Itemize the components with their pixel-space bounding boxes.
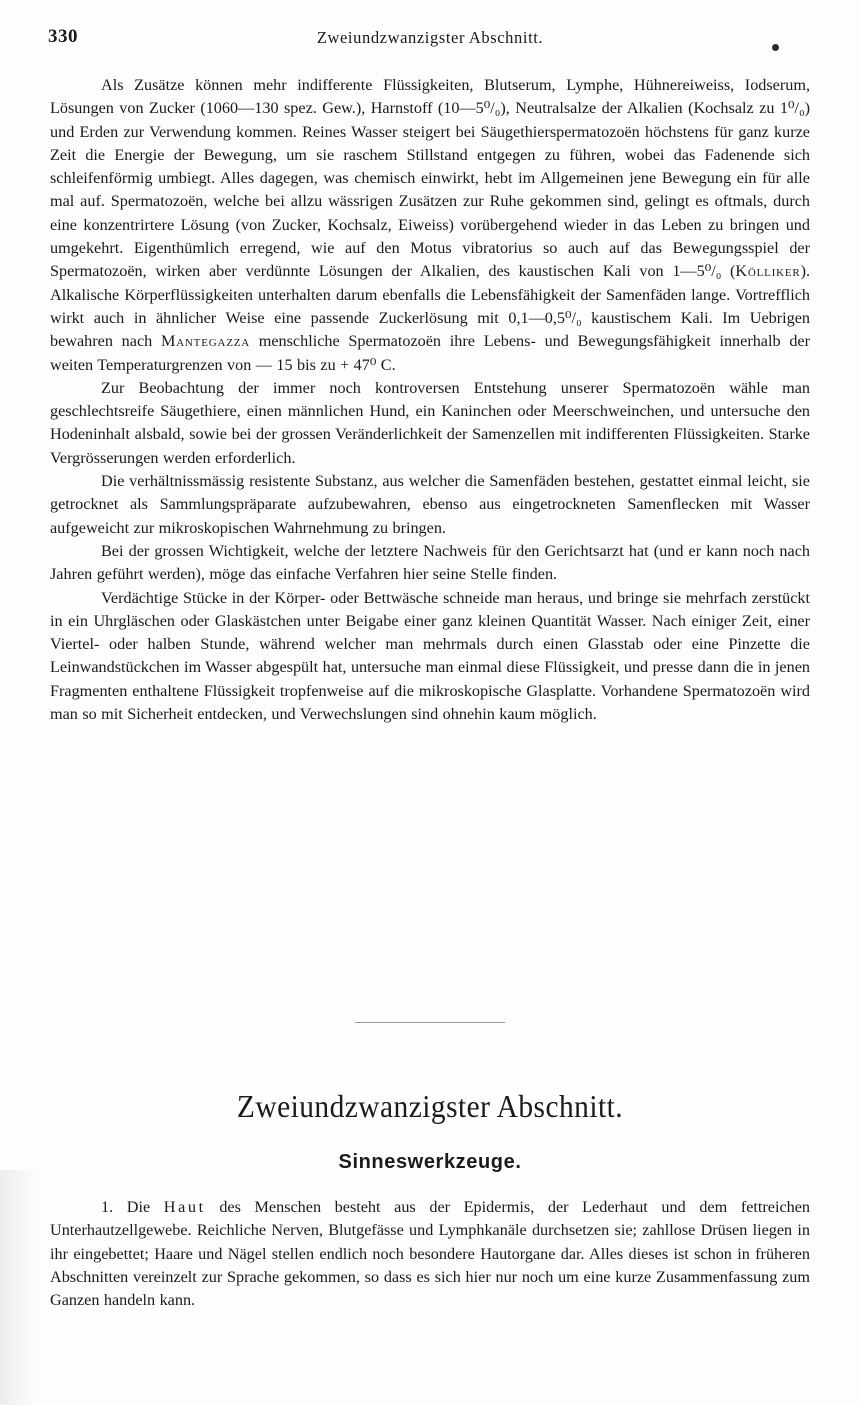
section-title: Sinneswerkzeuge. — [338, 1151, 522, 1173]
keyword-haut: Haut — [163, 1198, 206, 1216]
chapter-title: Zweiundzwanzigster Abschnitt. — [236, 1088, 624, 1124]
paragraph-forensic: Bei der grossen Wichtigkeit, welche der letztere Nachweis für den Gerichtsarzt hat (und er kann noch nach Jahren geführt werden), möge das einfache Verfahren hier seine Stelle finden. — [50, 541, 810, 584]
paragraph-procedure: Verdächtige Stücke in der Körper- oder Bettwäsche schneide man heraus, und bringe sie mehrfach zerstückt in ein Uhrgläschen oder Glaskästchen unter Beigabe einer ganz kleinen Quantität Wasser. Nach einiger Zeit, einer Viertel- oder halben Stunde, während welcher man mehrmals durch einen Glasstab oder eine Pinzette die Leinwandstückchen im Wasser abgespült hat, untersuche man einmal diese Flüssigkeit, und presse dann die in jenen Fragmenten enthaltene Flüssigkeit tropfenweise auf die mikroskopische Glasplatte. Vorhandene Spermatozoën wird man so mit Sicherheit entdecken, und Verwechslungen sind ohnehin kaum möglich. — [50, 588, 810, 724]
section-number: 1. Die — [101, 1198, 151, 1216]
paragraph-text: ). Alkalische Körperflüssigkeiten unterhalten darum ebenfalls die Lebensfähigkeit der Samenfäden lange. Vortrefflich wirkt auch in ähnlicher Weise eine passende Zuckerlösung mit 0,1—0,5⁰/₀ kaustischem Kali. Im Uebrigen bewahren nach — [50, 262, 810, 351]
running-head: Zweiundzwanzigster Abschnitt. — [316, 28, 544, 47]
paragraph-resistant-substance: Die verhältnissmässig resistente Substanz, aus welcher die Samenfäden bestehen, gestattet einmal leicht, sie getrocknet als Sammlungspräparate aufzubewahren, ebenso aus eingetrockneten Samenflecken mit Wasser aufgeweicht zur mikroskopischen Wahrnehmung zu bringen. — [50, 472, 810, 537]
paragraph-text: menschliche Spermatozoën ihre Lebens- und Bewegungsfähigkeit innerhalb der weiten Temperaturgrenzen von — 15 bis zu + 47⁰ C. — [50, 332, 810, 374]
paragraph-observation: Zur Beobachtung der immer noch kontroversen Entstehung unserer Spermatozoën wähle man geschlechtsreife Säugethiere, einen männlichen Hund, ein Kaninchen oder Meerschweinchen, und untersuche den Hodeninhalt alsbald, sowie bei der grossen Veränderlichkeit der Samenzellen mit indifferenten Flüssigkeiten. Starke Vergrösserungen werden erforderlich. — [50, 378, 810, 467]
author-name-mantegazza: Mantegazza — [161, 332, 250, 351]
paragraph-additives — [50, 74, 810, 377]
chapter-body-text — [50, 1196, 810, 1312]
paragraph-skin — [50, 1196, 810, 1312]
ink-dot-mark — [772, 44, 779, 51]
section-separator-rule — [355, 1022, 505, 1023]
author-name-koelliker: Kölliker — [735, 262, 801, 281]
paragraph-text: des Menschen besteht aus der Epidermis, der Lederhaut und dem fettreichen Unterhautzellgewebe. Reichliche Nerven, Blutgefässe und Lymphkanäle durchsetzen sie; zahllose Drüsen liegen in ihr eingebettet; Haare und Nägel stellen endlich noch besondere Hautorgane dar. Alles dieses ist schon in früheren Abschnitten vereinzelt zur Sprache gekommen, so dass es sich hier nur noch um eine kurze Zusammenfassung zum Ganzen handeln kann. — [50, 1198, 811, 1310]
body-text — [50, 74, 810, 726]
page-number: 330 — [48, 26, 78, 47]
paragraph-text: Als Zusätze können mehr indifferente Flüssigkeiten, Blutserum, Lymphe, Hühnereiweiss, Iodserum, Lösungen von Zucker (1060—130 spez. Gew.), Harnstoff (10—5⁰/₀), Neutralsalze der Alkalien (Kochsalz zu 1⁰/₀) und Erden zur Verwendung kommen. Reines Wasser steigert bei Säugethierspermatozoën höchstens für ganz kurze Zeit die Energie der Bewegung, um sie raschem Stillstand entgegen zu führen, wobei das Fadenende sich schleifenförmig umbiegt. Alles dagegen, was chemisch einwirkt, hebt im Allgemeinen jene Bewegung ein für alle mal auf. Spermatozoën, welche bei allzu wässrigen Zusätzen zur Ruhe gekommen sind, gelingt es oftmals, durch eine konzentrirtere Lösung (von Zucker, Kochsalz, Eiweiss) vorübergehend wieder in das Leben zu bringen und umgekehrt. Eigenthümlich erregend, wie auf den Motus vibratorius so auch auf das Bewegungsspiel der Spermatozoën, wirken aber verdünnte Lösungen der Alkalien, des kaustischen Kali von 1—5⁰/₀ ( — [50, 76, 810, 281]
page-edge-shadow — [0, 1170, 38, 1405]
page-header — [48, 26, 812, 54]
